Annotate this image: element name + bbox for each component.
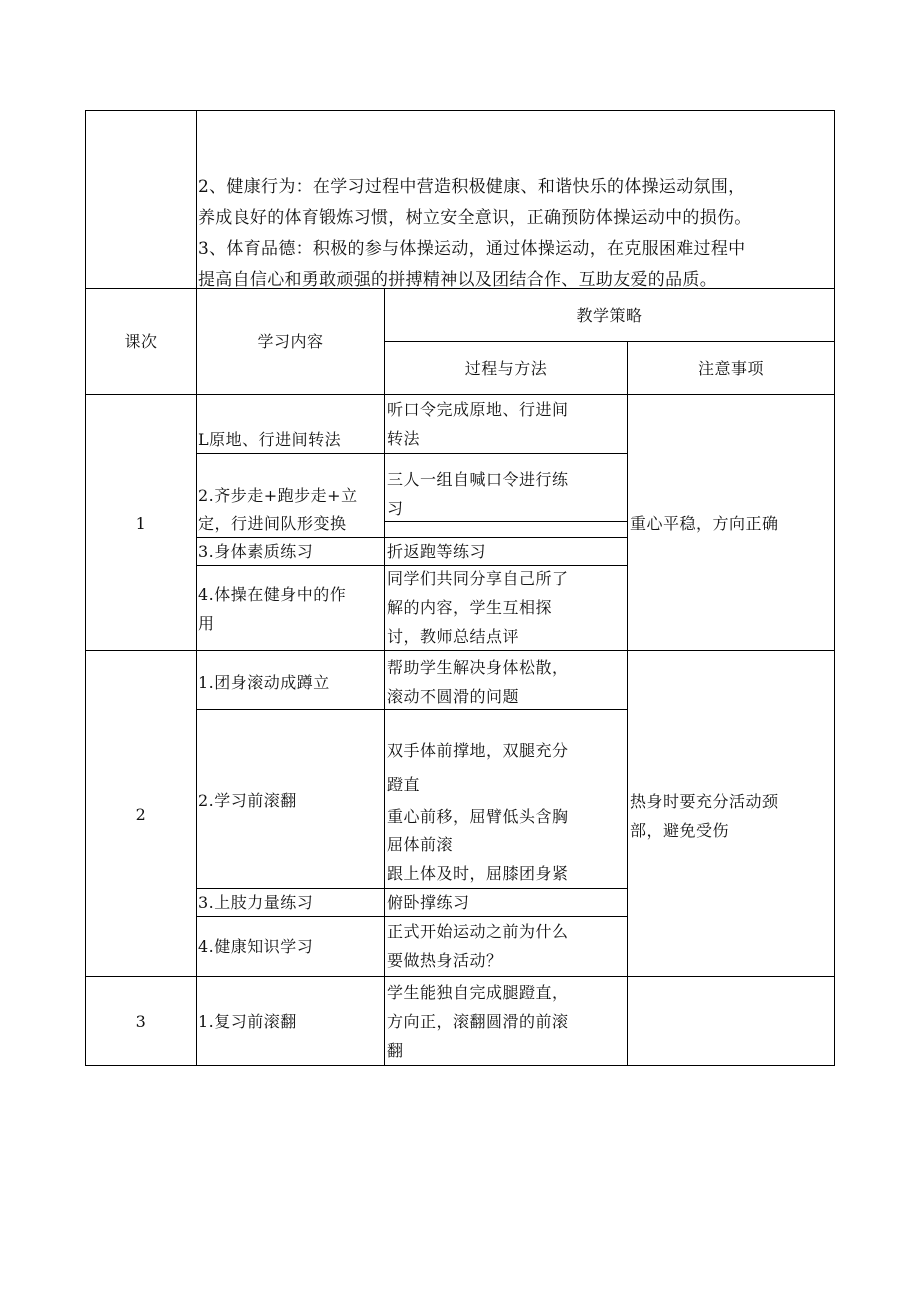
row-divider xyxy=(196,453,627,454)
method-cell: 翻 xyxy=(387,1041,404,1060)
header-notes: 注意事项 xyxy=(697,359,764,378)
lesson-number: 1 xyxy=(135,514,147,533)
column-divider xyxy=(196,110,197,1066)
content-cell: 4.体操在健身中的作 xyxy=(198,585,347,604)
method-cell: 屈体前滚 xyxy=(387,835,454,854)
method-cell: 俯卧撑练习 xyxy=(387,893,470,912)
row-divider xyxy=(196,709,627,710)
column-divider xyxy=(627,394,628,1066)
content-cell: 1.团身滚动成蹲立 xyxy=(198,673,330,692)
method-cell: 听口令完成原地、行进间 xyxy=(387,400,569,419)
method-cell: 习 xyxy=(387,499,404,518)
goal-line: 2、健康行为：在学习过程中营造积极健康、和谐快乐的体操运动氛围， xyxy=(198,177,746,197)
content-cell: L原地、行进间转法 xyxy=(198,430,342,449)
method-cell: 学生能独自完成腿蹬直， xyxy=(387,983,569,1002)
method-cell: 帮助学生解决身体松散， xyxy=(387,658,569,677)
content-cell: 定，行进间队形变换 xyxy=(198,514,347,533)
goal-line: 提高自信心和勇敢顽强的拼搏精神以及团结合作、互助友爱的品质。 xyxy=(198,270,717,290)
row-divider xyxy=(384,521,627,522)
method-cell: 蹬直 xyxy=(387,775,421,794)
header-lesson: 课次 xyxy=(124,332,158,351)
lesson-note: 部，避免受伤 xyxy=(630,821,730,840)
content-cell: 3.上肢力量练习 xyxy=(198,893,314,912)
lesson-note: 热身时要充分活动颈 xyxy=(630,792,779,811)
content-cell: 用 xyxy=(198,614,215,633)
header-method: 过程与方法 xyxy=(464,359,548,378)
goal-line: 3、体育品德：积极的参与体操运动，通过体操运动，在克服困难过程中 xyxy=(198,239,746,259)
table-border-right xyxy=(834,110,835,1066)
method-cell: 跟上体及时，屈膝团身紧 xyxy=(387,864,569,883)
row-divider xyxy=(85,394,835,395)
method-cell: 方向正，滚翻圆滑的前滚 xyxy=(387,1012,569,1031)
row-divider xyxy=(85,976,835,977)
method-cell: 重心前移，屈臂低头含胸 xyxy=(387,807,569,826)
table-border-top xyxy=(85,110,835,111)
row-divider xyxy=(85,650,835,651)
column-divider xyxy=(384,288,385,1066)
method-cell: 三人一组自喊口令进行练 xyxy=(387,470,569,489)
row-divider xyxy=(384,341,835,342)
header-content: 学习内容 xyxy=(257,332,324,351)
method-cell: 要做热身活动？ xyxy=(387,951,503,970)
method-cell: 正式开始运动之前为什么 xyxy=(387,922,569,941)
lesson-number: 3 xyxy=(135,1012,147,1031)
header-strategy: 教学策略 xyxy=(576,306,643,325)
table-border-bottom xyxy=(85,1065,835,1066)
method-cell: 讨，教师总结点评 xyxy=(387,627,520,646)
content-cell: 4.健康知识学习 xyxy=(198,937,314,956)
row-divider xyxy=(196,537,627,538)
row-divider xyxy=(196,565,627,566)
method-cell: 同学们共同分享自己所了 xyxy=(387,569,569,588)
method-cell: 滚动不圆滑的问题 xyxy=(387,687,520,706)
content-cell: 1.复习前滚翻 xyxy=(198,1012,297,1031)
content-cell: 2.齐步走+跑步走+立 xyxy=(198,486,358,505)
method-cell: 转法 xyxy=(387,429,421,448)
row-divider xyxy=(196,916,627,917)
row-divider xyxy=(196,888,627,889)
content-cell: 2.学习前滚翻 xyxy=(198,791,297,810)
method-cell: 折返跑等练习 xyxy=(387,542,487,561)
lesson-note: 重心平稳，方向正确 xyxy=(630,514,779,533)
content-cell: 3.身体素质练习 xyxy=(198,542,314,561)
method-cell: 双手体前撑地，双腿充分 xyxy=(387,741,569,760)
table-border-left xyxy=(85,110,86,1066)
method-cell: 解的内容，学生互相探 xyxy=(387,598,553,617)
lesson-number: 2 xyxy=(135,805,147,824)
goal-line: 养成良好的体育锻炼习惯，树立安全意识，正确预防体操运动中的损伤。 xyxy=(198,208,752,228)
